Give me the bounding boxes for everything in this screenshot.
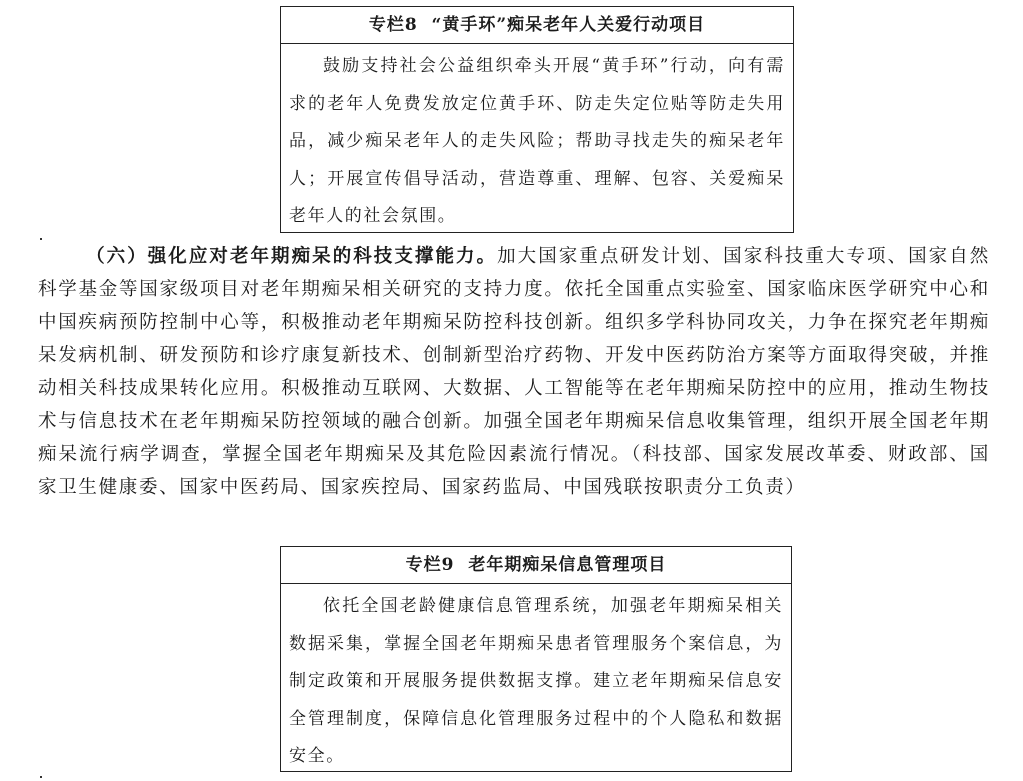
column-box-9 (280, 546, 792, 772)
column-box-9-title: 专栏9 老年期痴呆信息管理项目 (281, 547, 791, 584)
section-6-paragraph (38, 240, 990, 504)
column-box-8 (280, 6, 794, 233)
column-box-8-body (281, 44, 793, 236)
section-6-heading: （六）强化应对老年期痴呆的科技支撑能力。 (86, 246, 498, 267)
column-box-8-text: 鼓励支持社会公益组织牵头开展“黄手环”行动，向有需求的老年人免费发放定位黄手环、防走失定位贴等防走失用品，减少痴呆老年人的走失风险；帮助寻找走失的痴呆老年人；开展宣传倡导活动，营造尊重、理解、包容、关爱痴呆老年人的社会氛围。 (289, 56, 785, 226)
section-6-body: 加大国家重点研发计划、国家科技重大专项、国家自然科学基金等国家级项目对老年期痴呆相关研究的支持力度。依托全国重点实验室、国家临床医学研究中心和中国疾病预防控制中心等，积极推动老年期痴呆防控科技创新。组织多学科协同攻关，力争在探究老年期痴呆发病机制、研发预防和诊疗康复新技术、创制新型治疗药物、开发中医药防治方案等方面取得突破，并推动相关科技成果转化应用。积极推动互联网、大数据、人工智能等在老年期痴呆防控中的应用，推动生物技术与信息技术在老年期痴呆防控领域的融合创新。加强全国老年期痴呆信息收集管理，组织开展全国老年期痴呆流行病学调查，掌握全国老年期痴呆及其危险因素流行情况。（科技部、国家发展改革委、财政部、国家卫生健康委、国家中医药局、国家疾控局、国家药监局、中国残联按职责分工负责） (38, 246, 990, 498)
column-box-9-text: 依托全国老龄健康信息管理系统，加强老年期痴呆相关数据采集，掌握全国老年期痴呆患者管理服务个案信息，为制定政策和开展服务提供数据支撑。建立老年期痴呆信息安全管理制度，保障信息化管理服务过程中的个人隐私和数据安全。 (289, 596, 783, 766)
stray-dot (40, 776, 42, 778)
column-box-9-body (281, 584, 791, 776)
column-box-8-title: 专栏8 “黄手环”痴呆老年人关爱行动项目 (281, 7, 793, 44)
